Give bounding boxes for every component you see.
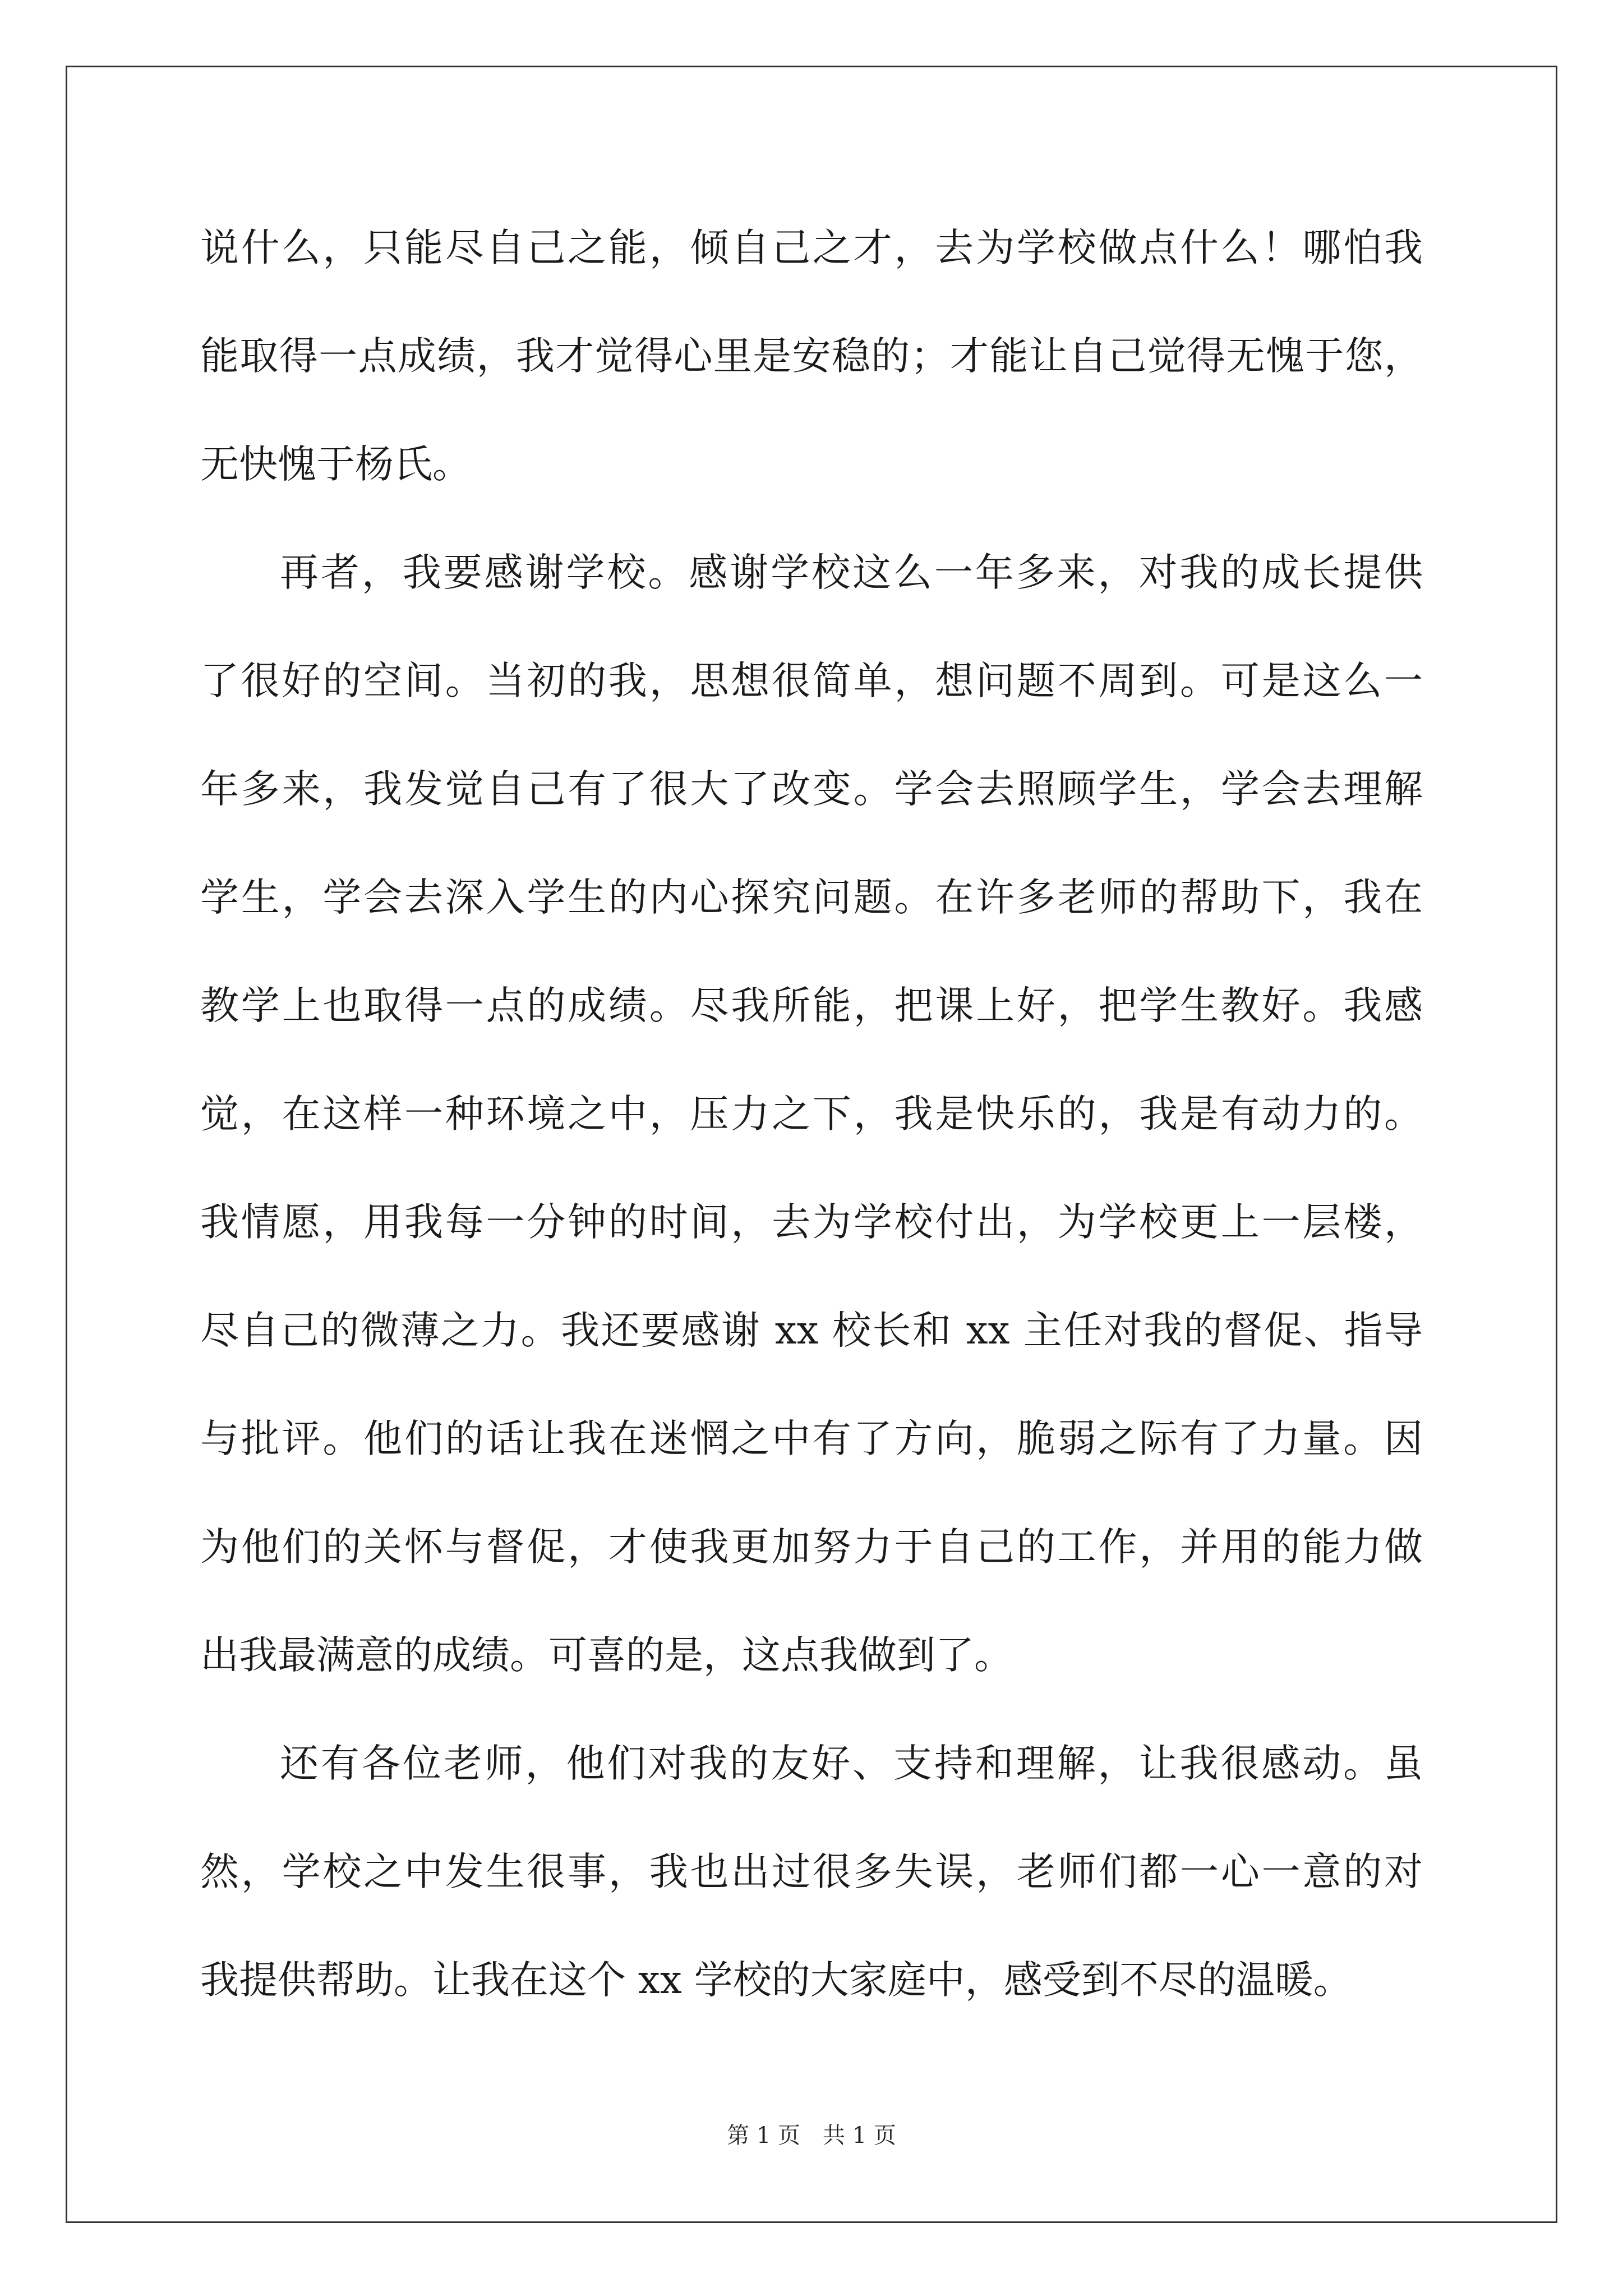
text-line: 与批评。他们的话让我在迷惘之中有了方向，脆弱之际有了力量。因: [200, 1416, 1423, 1461]
text-line: 教学上也取得一点的成绩。尽我所能，把课上好，把学生教好。我感: [200, 983, 1423, 1028]
text-line: 能取得一点成绩，我才觉得心里是安稳的；才能让自己觉得无愧于您，: [200, 334, 1423, 379]
text-line: 了很好的空间。当初的我，思想很简单，想问题不周到。可是这么一: [200, 659, 1423, 703]
page-number: 第 1 页: [727, 2123, 800, 2148]
text-line: 觉，在这样一种环境之中，压力之下，我是快乐的，我是有动力的。: [200, 1092, 1423, 1137]
text-line: 出我最满意的成绩。可喜的是，这点我做到了。: [200, 1633, 1013, 1678]
text-line: 我提供帮助。让我在这个 xx 学校的大家庭中，感受到不尽的温暖。: [200, 1958, 1352, 2003]
text-line: 无快愧于杨氏。: [200, 442, 471, 487]
text-line: 我情愿，用我每一分钟的时间，去为学校付出，为学校更上一层楼，: [200, 1200, 1423, 1245]
page-footer: [0, 2118, 1623, 2150]
paragraph-first-line: 还有各位老师，他们对我的友好、支持和理解，让我很感动。虽: [280, 1741, 1423, 1786]
text-line: 说什么，只能尽自己之能，倾自己之才，去为学校做点什么！哪怕我: [200, 226, 1423, 270]
text-line: 为他们的关怀与督促，才使我更加努力于自己的工作，并用的能力做: [200, 1525, 1423, 1570]
page-total: 共 1 页: [823, 2123, 896, 2148]
text-line: 然，学校之中发生很事，我也出过很多失误，老师们都一心一意的对: [200, 1849, 1423, 1894]
text-line: 尽自己的微薄之力。我还要感谢 xx 校长和 xx 主任对我的督促、指导: [200, 1308, 1423, 1353]
text-line: 年多来，我发觉自己有了很大了改变。学会去照顾学生，学会去理解: [200, 767, 1423, 812]
text-line: 学生，学会去深入学生的内心探究问题。在许多老师的帮助下，我在: [200, 875, 1423, 920]
paragraph-first-line: 再者，我要感谢学校。感谢学校这么一年多来，对我的成长提供: [280, 550, 1423, 595]
